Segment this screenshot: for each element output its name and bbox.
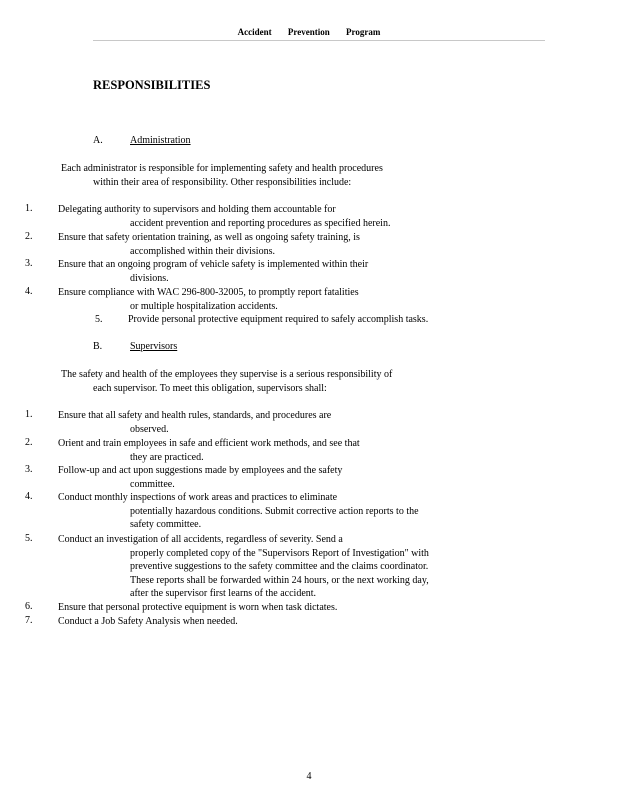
section-a-item-5: Provide personal protective equipment required to safely accomplish tasks. (128, 314, 429, 325)
section-b-item-5 (58, 533, 532, 601)
page-title: RESPONSIBILITIES (93, 78, 211, 92)
section-a-letter: A. (93, 135, 103, 146)
section-b-item-4-number: 4. (25, 491, 33, 502)
section-b-item-4 (58, 491, 532, 532)
section-b-item-7-number: 7. (25, 615, 33, 626)
section-b-item-1-number: 1. (25, 409, 33, 420)
section-b-item-1-line1: Ensure that all safety and health rules, standards, and procedures are (58, 410, 332, 421)
section-b-item-5-line3: preventive suggestions to the safety committee and the claims coordinator. (130, 561, 429, 573)
section-b-item-1-line2: observed. (130, 423, 169, 435)
section-a-intro-line2: within their area of responsibility. Other responsibilities include: (93, 177, 352, 188)
section-b-item-4-line2: potentially hazardous conditions. Submit corrective action reports to the (130, 505, 419, 517)
section-b-item-5-line5: after the supervisor first learns of the accident. (130, 588, 317, 600)
section-b-item-3-line1: Follow-up and act upon suggestions made by employees and the safety (58, 465, 343, 476)
section-a-item-3-line2: divisions. (130, 272, 169, 284)
section-b-item-3-line2: committee. (130, 478, 175, 490)
section-b-item-5-number: 5. (25, 533, 33, 544)
section-b-item-5-line4: These reports shall be forwarded within 24 hours, or the next working day, (130, 574, 429, 586)
section-a-item-1 (58, 203, 528, 230)
section-b-item-2-line1: Orient and train employees in safe and efficient work methods, and see that (58, 438, 360, 449)
section-b-title: Supervisors (130, 341, 178, 352)
section-a-item-3 (58, 258, 532, 285)
section-a-intro-line1: Each administrator is responsible for implementing safety and health procedures (61, 163, 383, 174)
section-b-item-1 (58, 409, 532, 436)
section-b-item-6-number: 6. (25, 601, 33, 612)
section-b-letter: B. (93, 341, 103, 352)
section-b-intro-line2: each supervisor. To meet this obligation, supervisors shall: (93, 383, 327, 394)
section-a-item-2-number: 2. (25, 231, 33, 242)
section-a-title: Administration (130, 135, 191, 146)
section-b-item-7: Conduct a Job Safety Analysis when needed. (58, 616, 238, 627)
section-b-item-2 (58, 437, 532, 464)
section-a-item-4-line1: Ensure compliance with WAC 296-800-32005, to promptly report fatalities (58, 287, 359, 298)
section-a-item-2-line2: accomplished within their divisions. (130, 245, 275, 257)
section-a-item-5-number: 5. (95, 314, 103, 325)
section-a-item-1-number: 1. (25, 203, 33, 214)
section-a-item-4 (58, 286, 532, 313)
section-b-item-4-line3: safety committee. (130, 519, 202, 531)
section-a-item-4-line2: or multiple hospitalization accidents. (130, 300, 278, 312)
section-b-item-3-number: 3. (25, 464, 33, 475)
section-a-item-2 (58, 231, 532, 258)
running-header: Accident Prevention Program (237, 27, 381, 37)
section-b-item-5-line1: Conduct an investigation of all accidents, regardless of severity. Send a (58, 534, 343, 545)
section-b-item-2-number: 2. (25, 437, 33, 448)
section-a-item-1-line2: accident prevention and reporting procedures as specified herein. (130, 217, 391, 229)
section-b-item-6: Ensure that personal protective equipment is worn when task dictates. (58, 602, 338, 613)
section-b-item-2-line2: they are practiced. (130, 451, 204, 463)
section-a-item-1-line1: Delegating authority to supervisors and holding them accountable for (58, 204, 336, 215)
header-rule (93, 40, 545, 41)
section-b-item-4-line1: Conduct monthly inspections of work areas and practices to eliminate (58, 492, 338, 503)
section-b-item-5-line2: properly completed copy of the "Supervisors Report of Investigation" with (130, 547, 429, 559)
section-a-item-2-line1: Ensure that safety orientation training, as well as ongoing safety training, is (58, 232, 360, 243)
section-a-item-3-number: 3. (25, 258, 33, 269)
section-a-item-4-number: 4. (25, 286, 33, 297)
page-number: 4 (306, 771, 312, 782)
section-b-intro-line1: The safety and health of the employees they supervise is a serious responsibility of (61, 369, 393, 380)
section-a-item-3-line1: Ensure that an ongoing program of vehicle safety is implemented within their (58, 259, 369, 270)
section-b-item-3 (58, 464, 532, 491)
